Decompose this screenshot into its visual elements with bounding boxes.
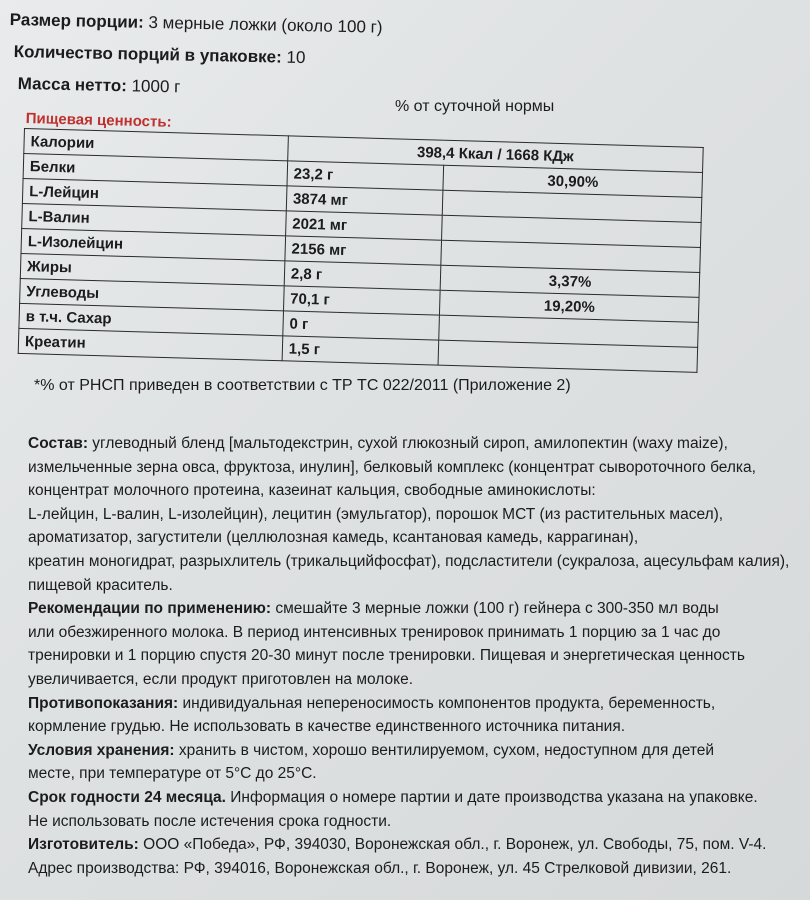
body-line-text: пищевой краситель. <box>28 576 173 594</box>
body-line <box>28 715 810 739</box>
body-line-text: концентрат молочного протеина, казеинат кальция, свободные аминокислоты: <box>28 482 596 500</box>
body-line-text: Адрес производства: РФ, 394016, Воронежская обл., г. Воронеж, ул. 45 Стрелковой дивизии, 261. <box>28 859 732 877</box>
body-line-heading: Условия хранения: <box>28 741 175 759</box>
body-line <box>28 644 810 668</box>
body-line <box>28 621 810 645</box>
nutrient-amount: 2156 мг <box>285 236 442 265</box>
serving-size-value: 3 мерные ложки (около 100 г) <box>143 12 383 37</box>
nutrient-daily-value: 30,90% <box>443 165 702 197</box>
nutrient-name: Белки <box>23 154 287 186</box>
body-line <box>28 762 810 786</box>
body-line-text: L-лейцин, L-валин, L-изолейцин), лецитин (эмульгатор), порошок МСТ (из растительных масел), <box>28 505 724 523</box>
body-line-heading: Противопоказания: <box>28 694 179 712</box>
daily-value-header: % от суточной нормы <box>395 98 555 115</box>
nutrient-amount: 70,1 г <box>283 286 440 315</box>
body-line-text: измельченные зерна овса, фруктоза, инулин], белковый комплекс (концентрат сывороточного белка, <box>28 458 756 476</box>
body-line <box>28 550 810 574</box>
body-line-text: углеводный бленд [мальтодекстрин, сухой глюкозный сироп, амилопектин (waxy maize), <box>87 435 728 452</box>
body-line <box>28 574 810 598</box>
body-line-text: увеличивается, если продукт приготовлен на молоке. <box>28 670 414 688</box>
servings-count-label: Количество порций в упаковке: <box>13 42 282 67</box>
nutrient-amount: 0 г <box>283 311 440 340</box>
body-line <box>28 668 810 692</box>
body-line-text: хранить в чистом, хорошо вентилируемом, сухом, недоступном для детей <box>174 741 715 759</box>
body-line-text: креатин моногидрат, разрыхлитель (трикальцийфосфат), подсластители (сукралоза, ацесульфам калия), <box>28 552 790 570</box>
body-line-heading: Состав: <box>28 435 88 452</box>
body-line-text: или обезжиренного молока. В период интенсивных тренировок принимать 1 порцию за 1 час до <box>28 623 721 641</box>
body-line <box>28 456 810 480</box>
nutrient-name: L-Валин <box>22 203 286 235</box>
nutrient-daily-value: 3,37% <box>440 265 699 297</box>
nutrient-name: Жиры <box>20 253 284 285</box>
body-line-heading: Рекомендации по применению: <box>28 600 272 618</box>
body-line <box>28 857 810 881</box>
nutrient-name: L-Лейцин <box>22 178 286 210</box>
body-line-text: месте, при температуре от 5°С до 25°С. <box>28 765 317 783</box>
body-line <box>28 692 810 716</box>
serving-size-label: Размер порции: <box>9 10 144 32</box>
nutrient-name: в т.ч. Сахар <box>19 303 283 335</box>
body-line-text: Информация о номере партии и дате производства указана на упаковке. <box>225 788 758 806</box>
body-line <box>28 810 810 834</box>
energy-label: Калории <box>24 129 288 161</box>
body-line-text: ООО «Победа», РФ, 394030, Воронежская обл., г. Воронеж, ул. Свободы, 75, пом. V-4. <box>138 836 767 854</box>
body-line <box>28 526 810 550</box>
nutrition-table-wrap <box>17 128 704 402</box>
body-line-text: ароматизатор, загустители (целлюлозная камедь, ксантановая камедь, каррагинан), <box>28 529 639 547</box>
body-line <box>28 739 810 763</box>
body-line-text: смешайте 3 мерные ложки (100 г) гейнера с 300-350 мл воды <box>271 600 719 618</box>
nutrient-name: Углеводы <box>20 278 284 310</box>
footnote: *% от РНСП приведен в соответствии с ТР ТС 022/2011 (Приложение 2) <box>34 377 571 394</box>
body-line <box>28 503 810 527</box>
energy-value: 398,4 Ккал / 1668 КДж <box>288 136 704 173</box>
nutrient-name: Креатин <box>18 328 282 360</box>
servings-count-line <box>14 42 306 68</box>
net-weight-label: Масса нетто: <box>17 74 128 96</box>
body-line <box>28 432 810 456</box>
nutrition-table-body <box>18 129 703 373</box>
nutrient-amount: 2021 мг <box>285 211 442 240</box>
net-weight-value: 1000 г <box>126 76 181 97</box>
nutrient-amount: 3874 мг <box>286 186 443 215</box>
body-line-text: кормление грудью. Не использовать в качестве единственного источника питания. <box>28 718 626 736</box>
nutrient-amount: 23,2 г <box>287 161 444 190</box>
nutrient-amount: 1,5 г <box>282 336 439 365</box>
nutrient-name: L-Изолейцин <box>21 228 285 260</box>
body-line-heading: Срок годности 24 месяца. <box>28 788 226 806</box>
body-line <box>28 833 810 857</box>
servings-count-value: 10 <box>281 47 306 68</box>
body-line <box>28 597 810 621</box>
body-line <box>28 786 810 810</box>
body-line-text: тренировки и 1 порцию спустя 20-30 минут после тренировки. Пищевая и энергетическая ценность <box>28 647 745 665</box>
serving-size-line <box>10 10 383 38</box>
body-line-text: Не использовать после истечения срока годности. <box>28 812 392 830</box>
nutrition-title: Пищевая ценность: <box>25 110 172 131</box>
body-line <box>28 479 810 503</box>
nutrient-amount: 2,8 г <box>284 261 441 290</box>
nutrition-table <box>18 128 704 373</box>
body-line-text: индивидуальная непереносимость компонентов продукта, беременность, <box>178 694 716 712</box>
body-text <box>28 432 810 880</box>
net-weight-line <box>18 74 181 97</box>
body-line-heading: Изготовитель: <box>28 836 139 854</box>
nutrient-daily-value: 19,20% <box>440 290 699 322</box>
